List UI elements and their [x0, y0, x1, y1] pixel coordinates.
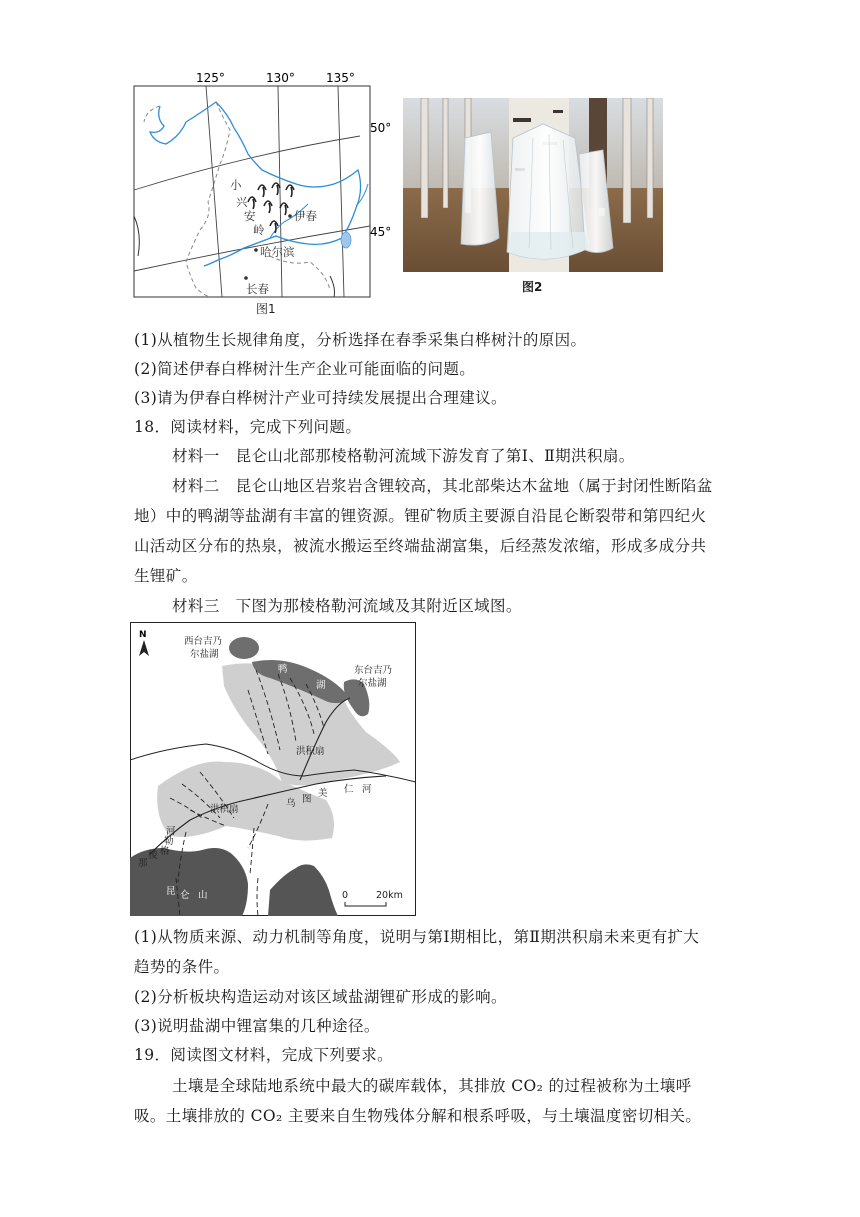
lon-125-label: 125°	[196, 71, 225, 85]
kunlun-char-2: 仑	[180, 890, 190, 901]
wutumeiren-char-1: 乌	[286, 798, 296, 809]
q17-part2: (2)简述伊春白桦树汁生产企业可能面临的问题。	[134, 360, 476, 378]
nalenggele-char-5: 那	[138, 858, 148, 869]
q18-part1-line1: (1)从物质来源、动力机制等角度，说明与第Ⅰ期相比，第Ⅱ期洪积扇未来更有扩大	[134, 928, 700, 946]
q17-part1: (1)从植物生长规律角度，分析选择在春季采集白桦树汁的原因。	[134, 331, 587, 349]
label-yichun: 伊春	[294, 209, 317, 223]
wutumeiren-char-5: 河	[362, 784, 372, 795]
coast-east	[330, 276, 335, 297]
label-an: 安	[244, 209, 256, 223]
q18-material-2-line4: 生锂矿。	[134, 567, 198, 585]
q18-title: 18．阅读材料，完成下列问题。	[134, 418, 362, 436]
fan-upper-label: 洪积扇	[296, 746, 325, 757]
meridian-125	[206, 86, 222, 297]
meridian-135	[338, 86, 344, 297]
ya-label: 鸭	[278, 664, 288, 675]
label-xiao: 小	[230, 178, 242, 192]
west-taijinaier-salt-lake	[229, 637, 259, 659]
border-north	[144, 106, 160, 122]
lon-130-label: 130°	[266, 71, 295, 85]
map-frame	[134, 86, 370, 297]
nalenggele-char-1: 河	[166, 826, 176, 837]
harbin-dot	[254, 248, 258, 252]
q18-part1-line2: 趋势的条件。	[134, 958, 230, 976]
province-border-west	[186, 102, 230, 297]
east-lake-label-2: 尔盐湖	[358, 678, 387, 689]
coast-west	[134, 216, 139, 256]
west-lake-label-1: 西台吉乃	[184, 636, 223, 647]
wutumeiren-char-3: 美	[318, 788, 328, 799]
parallel-50	[134, 136, 360, 190]
xingkai-lake	[341, 232, 351, 248]
basin-map-svg	[130, 622, 416, 917]
label-xing: 兴	[236, 195, 248, 209]
province-border-south	[270, 256, 330, 290]
north-label: N	[139, 630, 147, 640]
q18-part2: (2)分析板块构造运动对该区域盐湖锂矿形成的影响。	[134, 988, 507, 1006]
east-lake-label-1: 东台吉乃	[354, 665, 393, 676]
lat-45-label: 45°	[370, 225, 390, 239]
q17-part3: (3)请为伊春白桦树汁产业可持续发展提出合理建议。	[134, 389, 507, 407]
scale-zero: 0	[342, 890, 349, 901]
fan-lower-label: 洪积扇	[210, 804, 239, 815]
birch-sap-illustration	[403, 98, 663, 272]
q19-text-line2: 吸。土壤排放的 CO₂ 主要来自生物残体分解和根系呼吸，与土壤温度密切相关。	[134, 1107, 702, 1125]
q18-material-1: 材料一 昆仑山北部那棱格勒河流域下游发育了第Ⅰ、Ⅱ期洪积扇。	[172, 447, 635, 465]
nalenggele-basin-map	[130, 622, 416, 917]
scale-20km: 20km	[376, 890, 403, 901]
label-changchun: 长春	[246, 282, 269, 296]
q18-material-2-line2: 地）中的鸭湖等盐湖有丰富的锂资源。锂矿物质主要源自沿昆仑断裂带和第四纪火	[134, 507, 707, 525]
q18-material-2-line3: 山活动区分布的热泉，被流水搬运至终端盐湖富集，后经蒸发浓缩，形成多成分共	[134, 537, 707, 555]
lon-135-label: 135°	[326, 71, 355, 85]
nalenggele-char-3: 格	[160, 846, 170, 857]
label-harbin: 哈尔滨	[260, 245, 295, 259]
wutumeiren-char-2: 图	[302, 794, 312, 805]
nalenggele-char-2: 勒	[164, 836, 174, 847]
changchun-dot	[244, 276, 248, 280]
figure-2-photo	[403, 98, 663, 272]
hu-label: 湖	[316, 680, 326, 691]
figure-1-svg	[120, 66, 390, 318]
q18-material-3: 材料三 下图为那棱格勒河流域及其附近区域图。	[172, 597, 522, 615]
q18-material-2-line1: 材料二 昆仑山地区岩浆岩含锂较高，其北部柴达木盆地（属于封闭性断陷盆	[172, 477, 713, 495]
label-ling: 岭	[253, 223, 265, 237]
lat-50-label: 50°	[370, 121, 390, 135]
west-lake-label-2: 尔盐湖	[190, 649, 219, 660]
figure-2-caption: 图2	[522, 280, 543, 294]
yichun-dot	[288, 214, 292, 218]
q19-title: 19．阅读图文材料，完成下列要求。	[134, 1046, 394, 1064]
q19-text-line1: 土壤是全球陆地系统中最大的碳库载体，其排放 CO₂ 的过程被称为土壤呼	[172, 1077, 692, 1095]
kunlun-char-1: 昆	[166, 886, 176, 897]
q18-part3: (3)说明盐湖中锂富集的几种途径。	[134, 1017, 380, 1035]
figure-1-map	[120, 66, 390, 318]
nalenggele-char-4: 棱	[148, 850, 158, 861]
parallel-45	[134, 226, 370, 271]
kunlun-char-3: 山	[198, 890, 208, 901]
figure-1-caption: 图1	[256, 302, 276, 316]
wutumeiren-char-4: 仁	[344, 784, 354, 795]
